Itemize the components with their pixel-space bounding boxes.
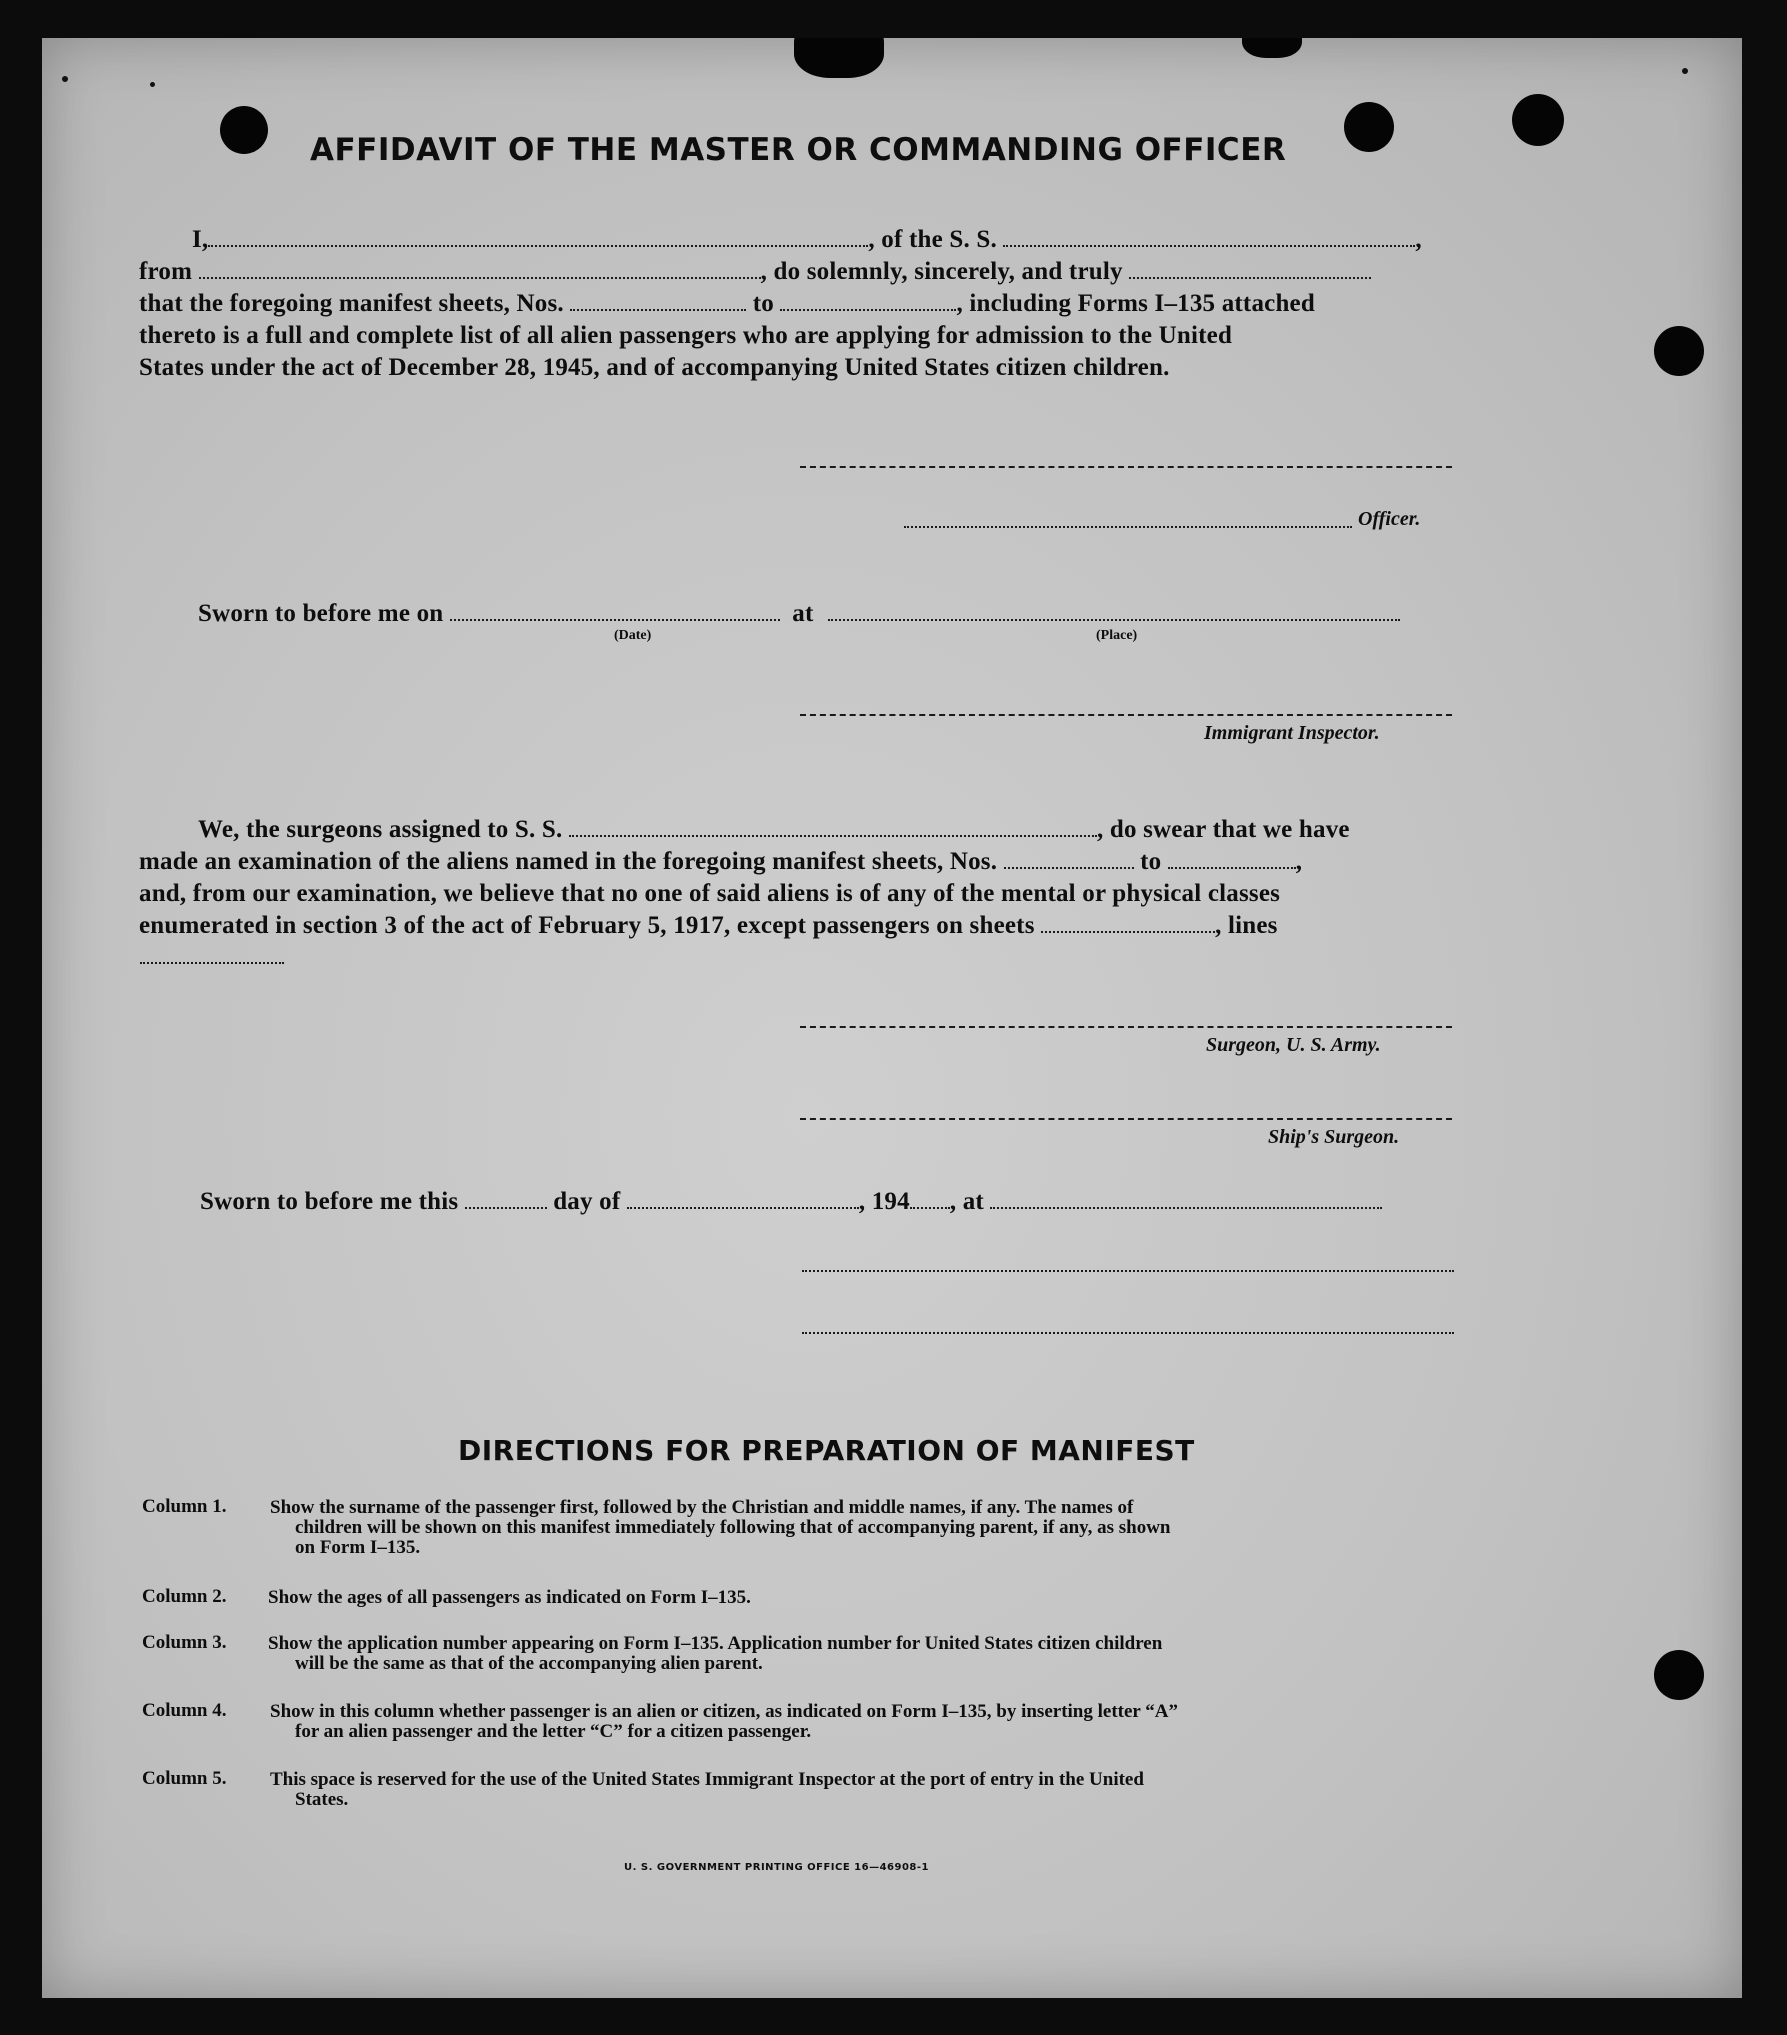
direction-key: Column 5. (142, 1768, 227, 1789)
speck (150, 82, 155, 87)
affidavit-title: AFFIDAVIT OF THE MASTER OR COMMANDING OFFICER (310, 132, 1287, 168)
text: , do swear that we have (1096, 816, 1350, 843)
text: at (792, 600, 814, 627)
master-line-4: thereto is a full and complete list of all alien passengers who are applying for admission to the United (139, 322, 1233, 349)
tear-mark (794, 38, 884, 78)
punch-hole (1512, 94, 1564, 146)
directions-title: DIRECTIONS FOR PREPARATION OF MANIFEST (458, 1434, 1195, 1467)
direction-key: Column 2. (142, 1586, 227, 1607)
speck (62, 76, 68, 82)
text: We, the surgeons assigned to S. S. (198, 816, 563, 843)
sworn-day-field[interactable] (465, 1189, 547, 1209)
text: , at (949, 1188, 984, 1215)
direction-text: Show the application number appearing on Form I–135. Application number for United States citizen children (268, 1633, 1163, 1654)
inspector-label: Immigrant Inspector. (1204, 722, 1380, 744)
text: Sworn to before me this (200, 1188, 459, 1215)
sworn-signature-line-2[interactable] (802, 1332, 1454, 1334)
lines-field[interactable] (140, 962, 284, 964)
sworn-year-field[interactable] (910, 1189, 950, 1209)
text: , of the S. S. (868, 226, 997, 253)
sheet-from-field[interactable] (570, 291, 746, 311)
punch-hole (1654, 1650, 1704, 1700)
text: to (752, 290, 774, 317)
text: , lines (1215, 912, 1278, 939)
sheet-to-field[interactable] (780, 291, 956, 311)
punch-hole (1344, 102, 1394, 152)
sworn-line-2 (200, 1188, 1382, 1216)
officer-signature-line-2[interactable] (904, 526, 1352, 528)
master-line-2 (139, 258, 1371, 286)
text: , 194 (858, 1188, 910, 1215)
direction-text: on Form I–135. (295, 1537, 421, 1558)
direction-key: Column 4. (142, 1700, 227, 1721)
direction-text: for an alien passenger and the letter “C” for a citizen passenger. (295, 1721, 812, 1742)
punch-hole (1654, 326, 1704, 376)
direction-key: Column 3. (142, 1632, 227, 1653)
surgeon-line-1 (198, 816, 1350, 844)
ship-surgeon-signature-line[interactable] (800, 1118, 1452, 1120)
master-line-3 (139, 290, 1315, 318)
direction-text: This space is reserved for the use of the United States Immigrant Inspector at the port of entry in the United (270, 1769, 1144, 1790)
officer-label: Officer. (1358, 508, 1421, 530)
ship-name-field[interactable] (1003, 227, 1415, 247)
port-from-field[interactable] (199, 259, 761, 279)
direction-text: Show the surname of the passenger first, followed by the Christian and middle names, if any. The names of (270, 1497, 1134, 1518)
direction-text: Show in this column whether passenger is an alien or citizen, as indicated on Form I–135, by inserting letter “A” (270, 1701, 1178, 1722)
surgeon-line-3: and, from our examination, we believe that no one of said aliens is of any of the mental or physical classes (139, 880, 1281, 907)
text: , (1415, 226, 1422, 253)
ship-surgeon-label: Ship's Surgeon. (1268, 1126, 1400, 1148)
text: , (1295, 848, 1303, 875)
exam-sheet-to-field[interactable] (1168, 849, 1296, 869)
sworn-place-field[interactable] (828, 601, 1400, 621)
sworn-date-field[interactable] (450, 601, 780, 621)
printing-office-footer: U. S. GOVERNMENT PRINTING OFFICE 16—46908-1 (624, 1862, 929, 1873)
army-surgeon-signature-line[interactable] (800, 1026, 1452, 1028)
officer-name-field[interactable] (208, 227, 868, 247)
text: that the foregoing manifest sheets, Nos. (139, 290, 564, 317)
surgeon-ship-field[interactable] (569, 817, 1097, 837)
date-caption: (Date) (614, 628, 652, 643)
master-line-1 (192, 226, 1422, 254)
sworn-signature-line-1[interactable] (802, 1270, 1454, 1272)
surgeon-line-2 (139, 848, 1302, 876)
tear-mark (1242, 38, 1302, 58)
oath-field[interactable] (1129, 259, 1371, 279)
text: Sworn to before me on (198, 600, 444, 627)
inspector-signature-line[interactable] (800, 714, 1452, 716)
master-line-5: States under the act of December 28, 1945, and of accompanying United States citizen children. (139, 354, 1170, 381)
exam-sheet-from-field[interactable] (1004, 849, 1134, 869)
text: I, (192, 226, 209, 253)
army-surgeon-label: Surgeon, U. S. Army. (1206, 1034, 1381, 1056)
text: to (1140, 848, 1162, 875)
direction-text: will be the same as that of the accompanying alien parent. (295, 1653, 763, 1674)
place-caption: (Place) (1096, 628, 1138, 643)
sworn-month-field[interactable] (627, 1189, 859, 1209)
surgeon-line-4 (139, 912, 1278, 940)
text: from (139, 258, 193, 285)
direction-text: States. (295, 1789, 349, 1810)
except-sheets-field[interactable] (1041, 913, 1215, 933)
text: enumerated in section 3 of the act of February 5, 1917, except passengers on sheets (139, 912, 1035, 939)
direction-text: Show the ages of all passengers as indicated on Form I–135. (268, 1587, 751, 1608)
officer-signature-line-1[interactable] (800, 466, 1452, 468)
speck (1682, 68, 1688, 74)
text: , do solemnly, sincerely, and truly (760, 258, 1123, 285)
text: made an examination of the aliens named in the foregoing manifest sheets, Nos. (139, 848, 998, 875)
direction-text: children will be shown on this manifest immediately following that of accompanying parent, if any, as shown (295, 1517, 1171, 1538)
text: day of (553, 1188, 621, 1215)
direction-key: Column 1. (142, 1496, 227, 1517)
text: , including Forms I–135 attached (956, 290, 1315, 317)
sworn-at-field[interactable] (990, 1189, 1382, 1209)
punch-hole (220, 106, 268, 154)
sworn-line-1 (198, 600, 1400, 628)
form-page (42, 38, 1742, 1998)
